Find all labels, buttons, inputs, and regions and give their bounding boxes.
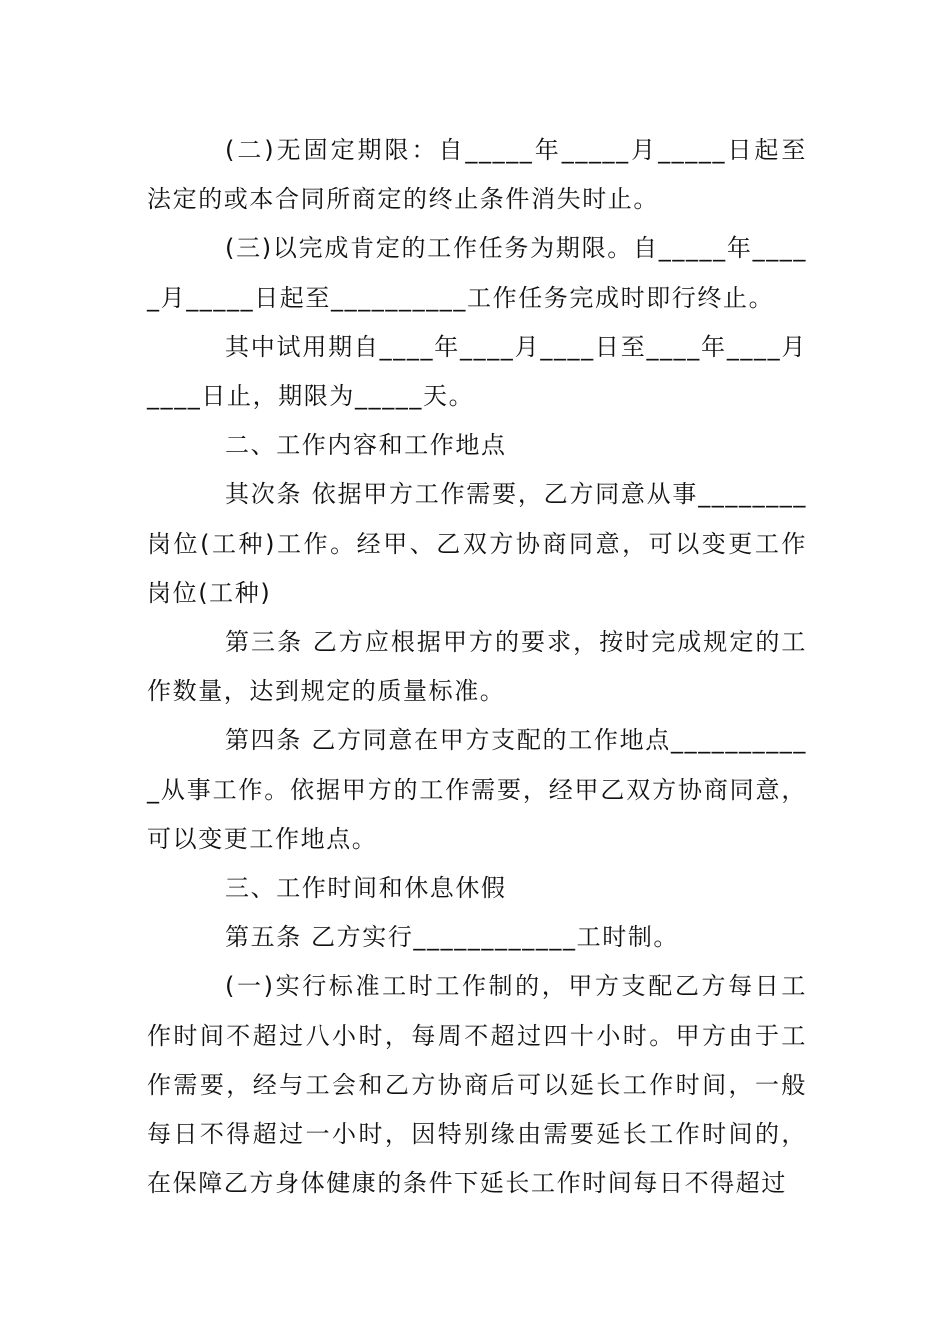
- paragraph-no-fixed-term: (二)无固定期限：自_____年_____月_____日起至法定的或本合同所商定的终止条件消失时止。: [147, 136, 807, 214]
- document-body: [147, 126, 807, 1208]
- paragraph-task-based-term: (三)以完成肯定的工作任务为期限。自_____年_____月_____日起至__________工作任务完成时即行终止。: [147, 234, 807, 312]
- paragraph-article-5: 第五条 乙方实行____________工时制。: [225, 923, 680, 952]
- section-heading-working-hours: 三、工作时间和休息休假: [225, 874, 507, 903]
- paragraph-article-2: 其次条 依据甲方工作需要，乙方同意从事________岗位(工种)工作。经甲、乙双方协商同意，可以变更工作岗位(工种): [147, 480, 807, 607]
- paragraph-standard-hours: (一)实行标准工时工作制的，甲方支配乙方每日工作时间不超过八小时，每周不超过四十小时。甲方由于工作需要，经与工会和乙方协商后可以延长工作时间，一般每日不得超过一小时，因特别缘由需要延长工作时间的，在保障乙方身体健康的条件下延长工作时间每日不得超过: [147, 972, 807, 1198]
- paragraph-article-3: 第三条 乙方应根据甲方的要求，按时完成规定的工作数量，达到规定的质量标准。: [147, 628, 807, 706]
- paragraph-probation-period: 其中试用期自____年____月____日至____年____月____日止，期限为_____天。: [147, 332, 807, 411]
- section-heading-work-content: 二、工作内容和工作地点: [225, 431, 507, 460]
- paragraph-article-4: 第四条 乙方同意在甲方支配的工作地点___________从事工作。依据甲方的工作需要，经甲乙双方协商同意，可以变更工作地点。: [147, 726, 807, 853]
